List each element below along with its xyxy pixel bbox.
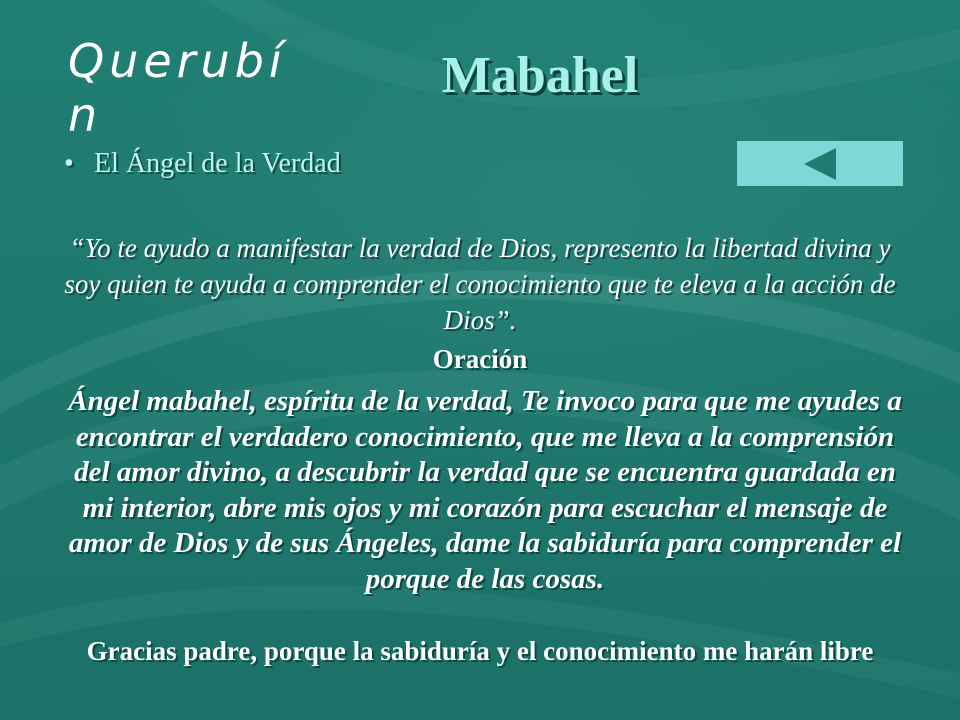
- triangle-left-icon: [802, 147, 838, 181]
- slide-title: Mabahel: [441, 47, 639, 104]
- prayer-heading: Oración: [432, 344, 528, 374]
- prayer-text: Ángel mabahel, espíritu de la verdad, Te invoco para que me ayudes a encontrar el verdadero conocimiento, que me lleva a la comprensión del amor divino, a descubrir la verdad que se encuentra guardada en mi interior, abre mis ojos y mi corazón para escuchar el mensaje de amor de Dios y de sus Ángeles, dame la sabiduría para comprender el porque de las cosas.: [68, 385, 902, 595]
- angel-quote: “Yo te ayudo a manifestar la verdad de Dios, represento la libertad divina y soy quien te ayuda a comprender el conocimiento que te eleva a la acción de Dios”.: [64, 233, 896, 335]
- subtitle-text: El Ángel de la Verdad: [94, 148, 341, 179]
- bullet-marker: •: [64, 148, 74, 179]
- back-button[interactable]: [737, 141, 903, 186]
- choir-label: Querubín: [68, 34, 287, 142]
- thanks-text: Gracias padre, porque la sabiduría y el conocimiento me harán libre: [86, 636, 874, 666]
- subtitle-bullet-item: [64, 146, 341, 182]
